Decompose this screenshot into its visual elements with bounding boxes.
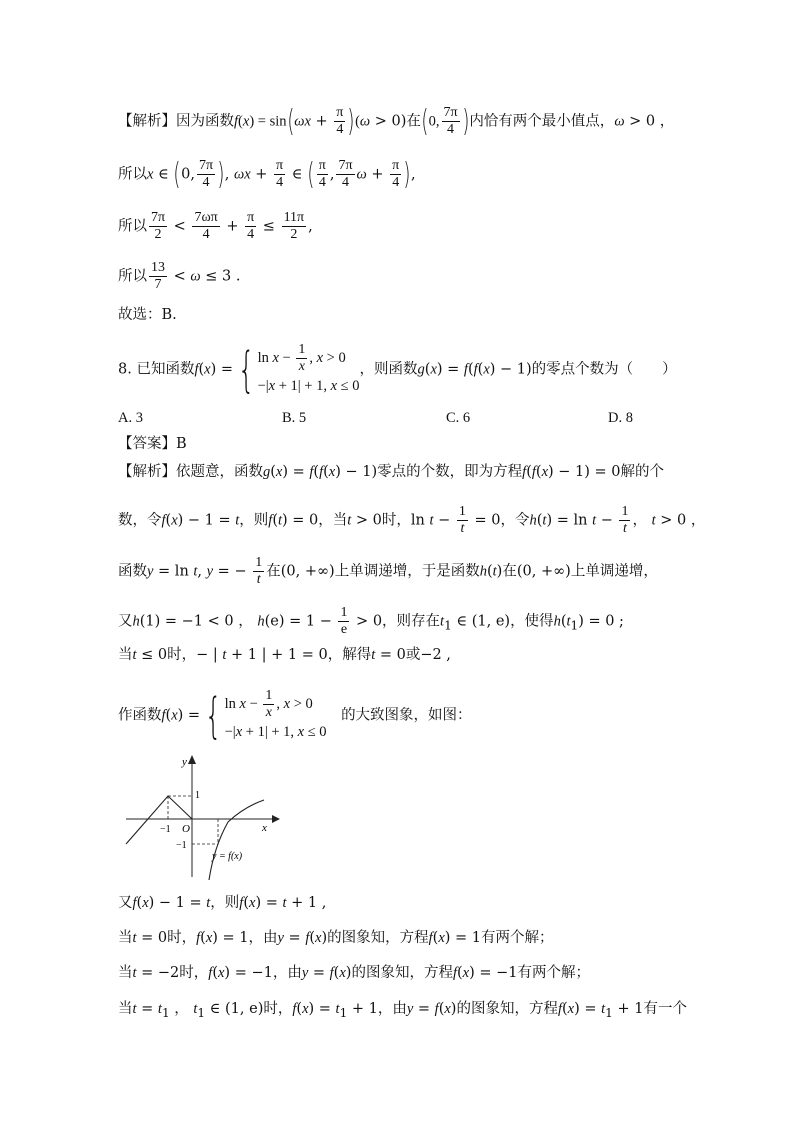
text-p10-e: 有一个 (643, 1001, 687, 1017)
text-p6-a: 作函数 (118, 707, 162, 724)
text-p5-c: ，解得 (327, 647, 372, 663)
solution2-line-10: 当$t = t_1$ ， $t_1$ ∈ (1, e)时，$f(x) = t_1 + 1$，由y = f(x)的图象知，方程$f(x) = t_1 + 1$有一个 (118, 1001, 687, 1020)
option-a: A. 3 (118, 410, 143, 426)
solution-line-1: 【解析】因为函数f(x) = sin(ωx + $\frac{\pi}{4}$ )(ω > 0)在(0, $\frac{7\pi}{4}$ )内恰有两个最小值点，ω > 0 ， (118, 103, 675, 139)
text-p2-a: 数，令 (118, 512, 162, 529)
option-c: C. 6 (446, 410, 471, 426)
y-axis-label: y (182, 756, 187, 768)
x-axis-label: x (262, 822, 267, 834)
x-axis-arrow (272, 815, 280, 823)
text-p8-d: 的图象知，方程 (327, 930, 429, 946)
text-p4-c: ，使得 (510, 613, 554, 630)
text-p7-b: ，则 (210, 895, 240, 911)
text-l3-a: 所以 (118, 218, 147, 235)
option-d: D. 8 (608, 410, 633, 426)
question-tail: 的零点个数为（ ） (531, 361, 677, 378)
text-p2-b: ，则 (239, 512, 269, 529)
text-p9-b: 时， (179, 965, 209, 981)
solution2-line-2: 数，令f(x) − 1 = t，则f(t) = 0，当t > 0时，ln t − $\frac{1}{t}$ = 0，令h(t) = ln t − $\frac{1}{t}$ ， t > 0 ， (118, 504, 706, 536)
option-b: B. 5 (282, 410, 307, 426)
solution2-line-4: 又h(1) = −1 < 0 ， h(e) = 1 − $\frac{1}{e}$ > 0，则存在$t_1$ ∈ (1, e)，使得$h(t_1) = 0$ ; (118, 605, 624, 637)
text-p3-d: 在 (502, 563, 517, 580)
text-p8-e: 有两个解； (481, 930, 554, 946)
tick-1-y: 1 (195, 790, 200, 801)
text-p3-b: 在 (266, 563, 281, 580)
question-8: 8. 已知函数f(x) = { ln x − $\frac{1}{x}$ , x > 0 −|x + 1| + 1, x ≤ 0，则函数g(x) = f(f(x) − 1)的零点个数为（ ） (118, 341, 677, 398)
solution2-line-7: 又f(x) − 1 = t，则f(x) = t + 1 , (118, 895, 327, 911)
question-number: 8. 已知函数 (118, 361, 195, 378)
text-p2-c: ，当 (318, 512, 348, 529)
solution2-line-1: 【解析】依题意，函数g(x) = f(f(x) − 1)零点的个数，即为方程f(f(x) − 1) = 0解的个 (118, 464, 664, 480)
answer-line: 【答案】B (118, 436, 187, 452)
text-p5-b: 时， (167, 647, 197, 663)
solution-line-3: 所以 $\frac{7\pi}{2}$ < $\frac{7\omega\pi}{4}$ + $\frac{\pi}{4}$ ≤ $\frac{11\pi}{2}$ , (118, 210, 313, 242)
tick-neg1-x: −1 (160, 824, 171, 835)
text-p9-a: 当 (118, 965, 133, 981)
solution2-line-3: 函数y = ln t, y = − $\frac{1}{t}$ 在(0, +∞)上单调递增，于是函数h(t)在(0, +∞)上单调递增， (118, 555, 658, 587)
text-l1-b: 在 (406, 113, 421, 130)
text-p1-a: 【解析】依题意，函数 (118, 464, 263, 480)
question-mid: ，则函数 (359, 361, 418, 378)
solution-line-4: 所以 $\frac{13}{7}$ < ω ≤ 3 . (118, 260, 241, 292)
solution-line-5: 故选：B. (118, 307, 177, 323)
text-p10-a: 当 (118, 1001, 133, 1017)
text-l4-a: 所以 (118, 268, 147, 285)
text-p8-b: 时， (167, 930, 197, 946)
text-p10-c: ，由 (377, 1001, 407, 1017)
text-l1-c: 内恰有两个最小值点， (469, 113, 615, 130)
text-p5-a: 当 (118, 647, 133, 663)
solution-line-2: 所以x ∈ (0, $\frac{7\pi}{4}$ ), ωx + $\frac{\pi}{4}$ ∈ ( $\frac{\pi}{4}$ , $\frac{7\pi}{4}$ ω + $\frac{\pi}{4}$ ), (118, 156, 416, 192)
y-axis-arrow (188, 755, 196, 764)
solution2-line-5: 当t ≤ 0时，− | t + 1 | + 1 = 0，解得t = 0或−2 , (118, 647, 451, 663)
text-p10-b: 时， (263, 1001, 293, 1017)
curve-label: y = f(x) (212, 851, 243, 862)
text-p8-a: 当 (118, 930, 133, 946)
left-branch (126, 796, 192, 844)
text-p10-d: 的图象知，方程 (456, 1001, 558, 1017)
origin-label: O (182, 823, 190, 835)
text-l1-a: 【解析】因为函数 (118, 113, 234, 130)
tick-neg1-y: −1 (176, 840, 187, 851)
text-p2-d: 时， (381, 512, 411, 529)
text-p3-c: 上单调递增，于是函数 (334, 563, 480, 580)
text-p4-b: ，则存在 (382, 613, 441, 630)
text-p3-e: 上单调递增， (570, 563, 658, 580)
solution2-line-6: 作函数f(x) = { ln x − $\frac{1}{x}$ , x > 0 −|x + 1| + 1, x ≤ 0 的大致图象，如图： (118, 687, 472, 744)
text-p2-e: ，令 (500, 512, 530, 529)
text-p1-c: 解的个 (620, 464, 664, 480)
text-p5-d: 或 (405, 647, 421, 663)
function-graph (122, 752, 292, 882)
text-p9-e: 有两个解； (517, 965, 590, 981)
text-p4-a: 又 (118, 613, 133, 630)
solution2-line-8: 当t = 0时，f(x) = 1，由y = f(x)的图象知，方程f(x) = 1有两个解； (118, 930, 554, 946)
solution2-line-9: 当t = −2时，f(x) = −1，由y = f(x)的图象知，方程f(x) = −1有两个解； (118, 965, 590, 981)
text-p1-b: 零点的个数，即为方程 (377, 464, 523, 480)
text-l2-a: 所以 (118, 166, 147, 183)
text-p7-a: 又 (118, 895, 133, 911)
text-p3-a: 函数 (118, 563, 147, 580)
text-p9-c: ，由 (272, 965, 302, 981)
text-p6-b: 的大致图象，如图： (341, 707, 472, 724)
text-p9-d: 的图象知，方程 (351, 965, 453, 981)
right-branch (209, 800, 264, 880)
text-p8-c: ，由 (248, 930, 278, 946)
